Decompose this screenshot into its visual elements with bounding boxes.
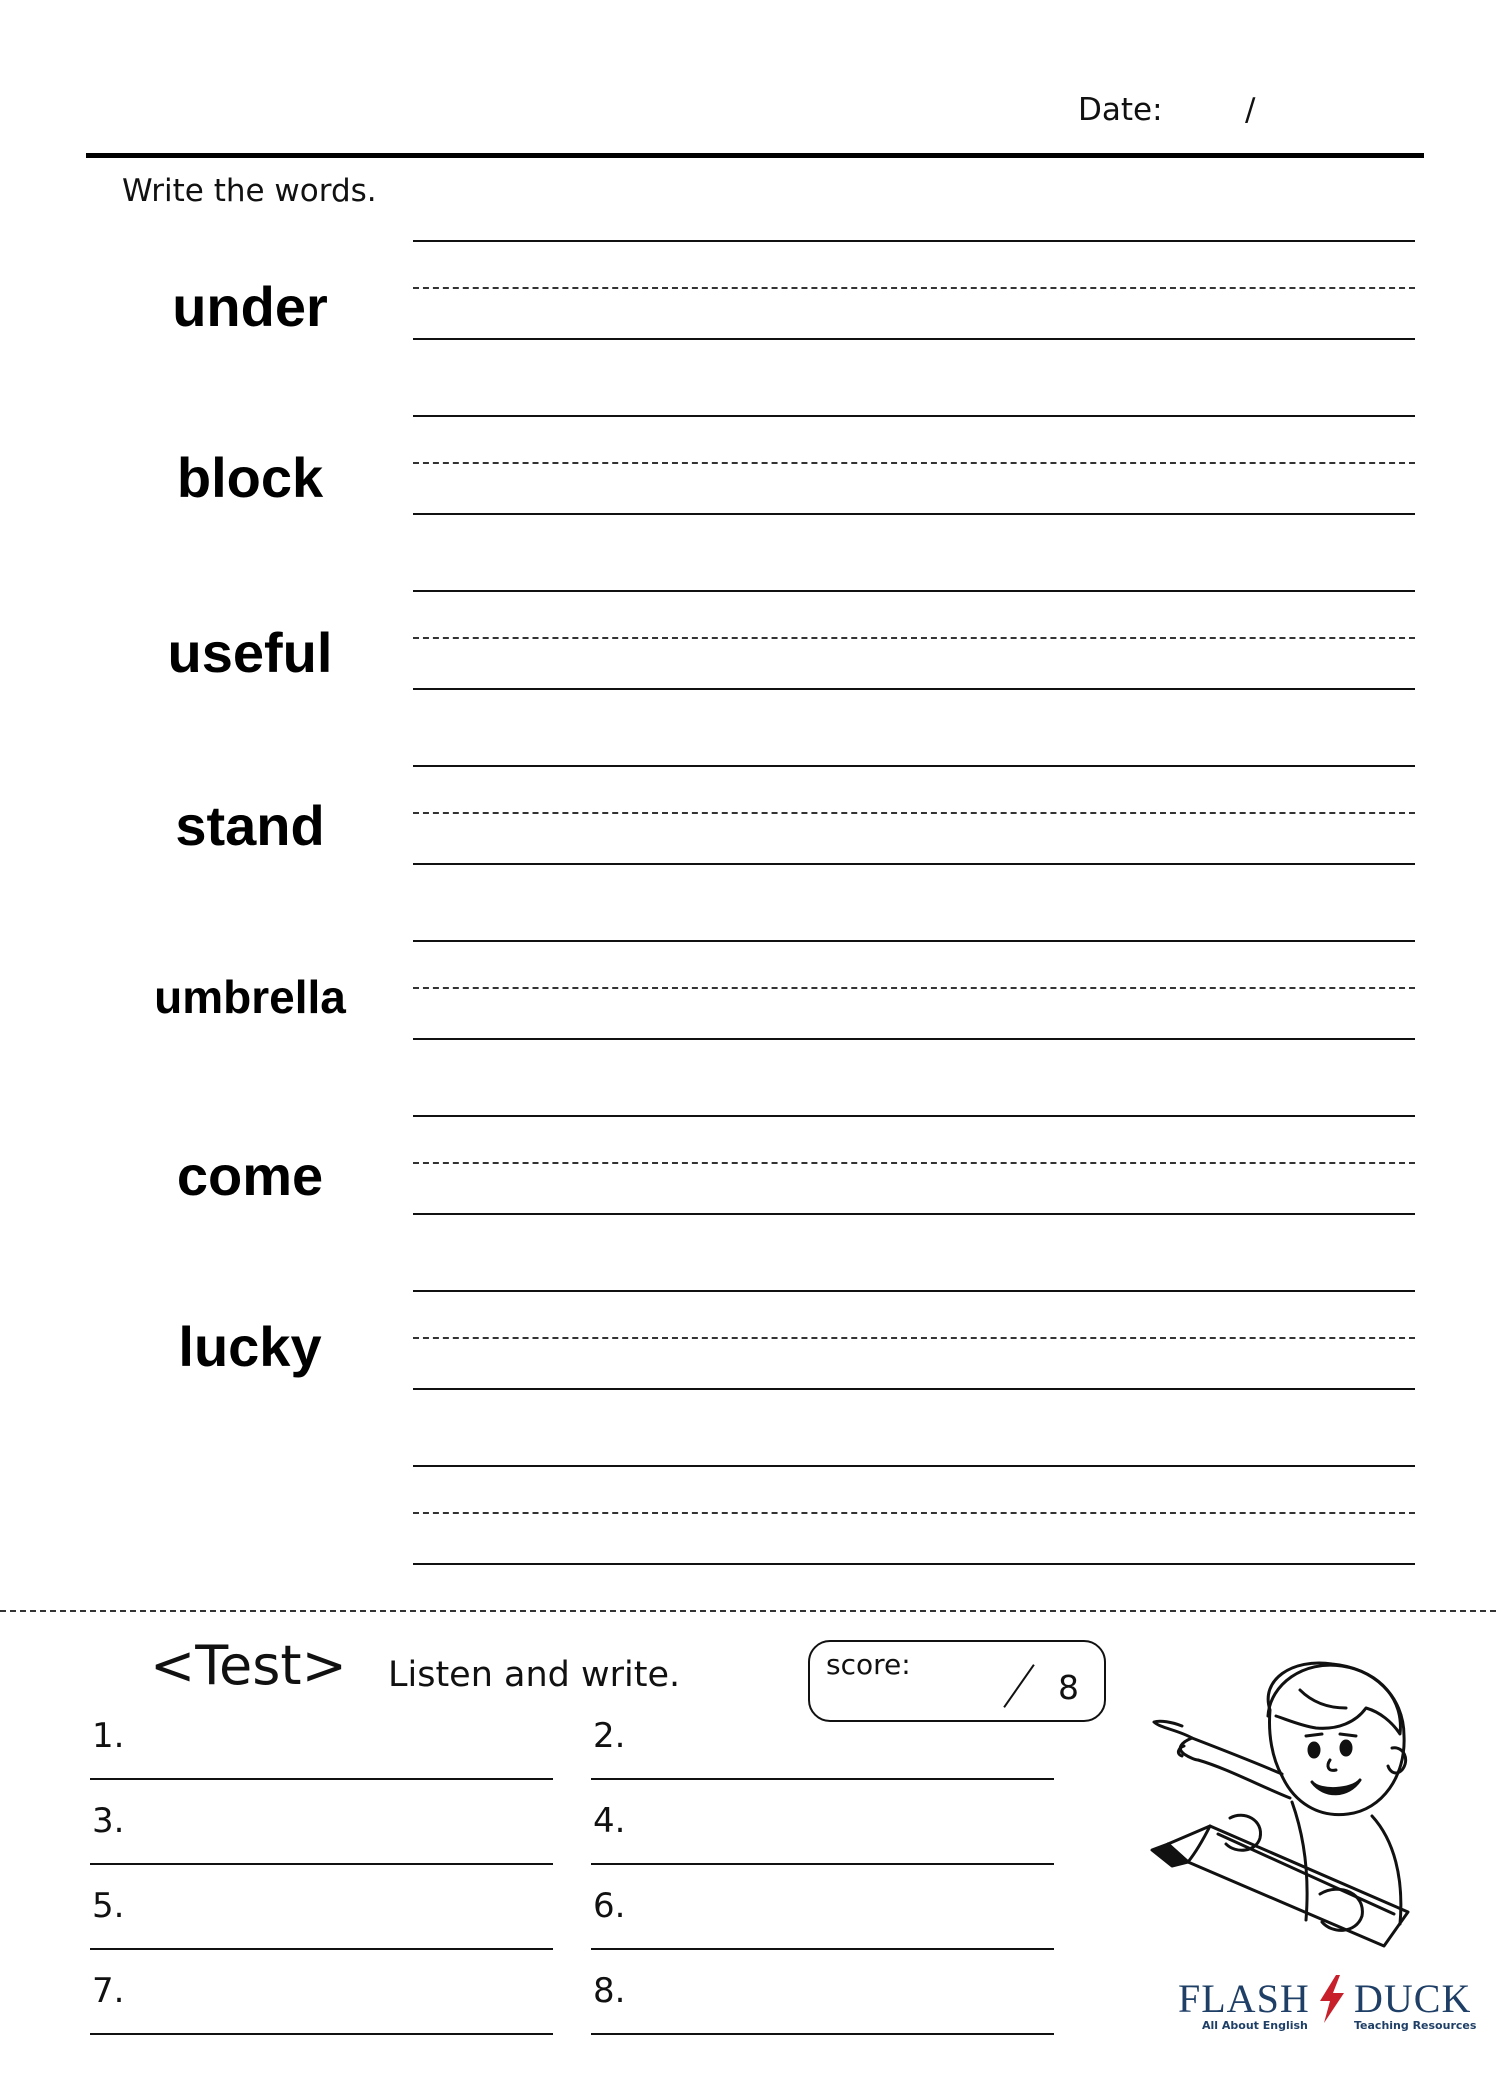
writing-lines[interactable] [413, 1465, 1415, 1573]
answer-number: 7. [92, 1971, 125, 2011]
word-row [0, 590, 1496, 766]
answer-line[interactable] [90, 1971, 553, 2035]
answer-number: 1. [92, 1716, 125, 1756]
test-instruction: Listen and write. [388, 1655, 681, 1695]
instruction-text: Write the words. [122, 173, 377, 209]
word-label: block [176, 446, 324, 509]
word-row [0, 415, 1496, 591]
lightning-bolt-icon [1312, 1975, 1352, 2023]
boy-with-pencil-illustration [1142, 1650, 1442, 1950]
word-row [0, 765, 1496, 941]
answer-line[interactable] [90, 1801, 553, 1865]
writing-lines[interactable] [413, 940, 1415, 1048]
word-row [0, 240, 1496, 416]
answer-line[interactable] [591, 1716, 1054, 1780]
logo-left-word: FLASH [1178, 1976, 1310, 2021]
word-label: stand [175, 794, 325, 857]
date-label: Date: [1078, 92, 1163, 128]
header-rule [86, 153, 1424, 158]
word-label: come [176, 1144, 324, 1207]
answer-line[interactable] [591, 1971, 1054, 2035]
score-box [808, 1640, 1106, 1722]
logo-right-tagline: Teaching Resources [1354, 2019, 1477, 2032]
word-row [0, 1290, 1496, 1466]
writing-lines[interactable] [413, 1115, 1415, 1223]
writing-lines[interactable] [413, 590, 1415, 698]
answer-number: 2. [593, 1716, 626, 1756]
logo-right-word: DUCK [1354, 1976, 1472, 2021]
answer-number: 8. [593, 1971, 626, 2011]
word-label: useful [167, 621, 333, 684]
word-label: lucky [178, 1315, 322, 1378]
answer-line[interactable] [591, 1886, 1054, 1950]
word-label: under [172, 275, 328, 338]
writing-lines[interactable] [413, 1290, 1415, 1398]
answer-line[interactable] [591, 1801, 1054, 1865]
cut-line-divider [0, 1610, 1496, 1612]
answer-number: 3. [92, 1801, 125, 1841]
answer-number: 4. [593, 1801, 626, 1841]
date-separator: / [1245, 92, 1256, 128]
score-slash [1003, 1664, 1034, 1708]
word-row [0, 1465, 1496, 1641]
writing-lines[interactable] [413, 240, 1415, 348]
logo-left-tagline: All About English [1202, 2019, 1308, 2032]
answer-number: 6. [593, 1886, 626, 1926]
answer-line[interactable] [90, 1886, 553, 1950]
score-total: 8 [1058, 1668, 1079, 1707]
answer-number: 5. [92, 1886, 125, 1926]
flashduck-logo [1178, 1975, 1478, 2039]
test-title: <Test> [150, 1634, 347, 1697]
writing-lines[interactable] [413, 765, 1415, 873]
word-label: umbrella [154, 971, 346, 1023]
score-label: score: [826, 1648, 911, 1681]
word-row [0, 1115, 1496, 1291]
answer-line[interactable] [90, 1716, 553, 1780]
writing-lines[interactable] [413, 415, 1415, 523]
word-row [0, 940, 1496, 1116]
